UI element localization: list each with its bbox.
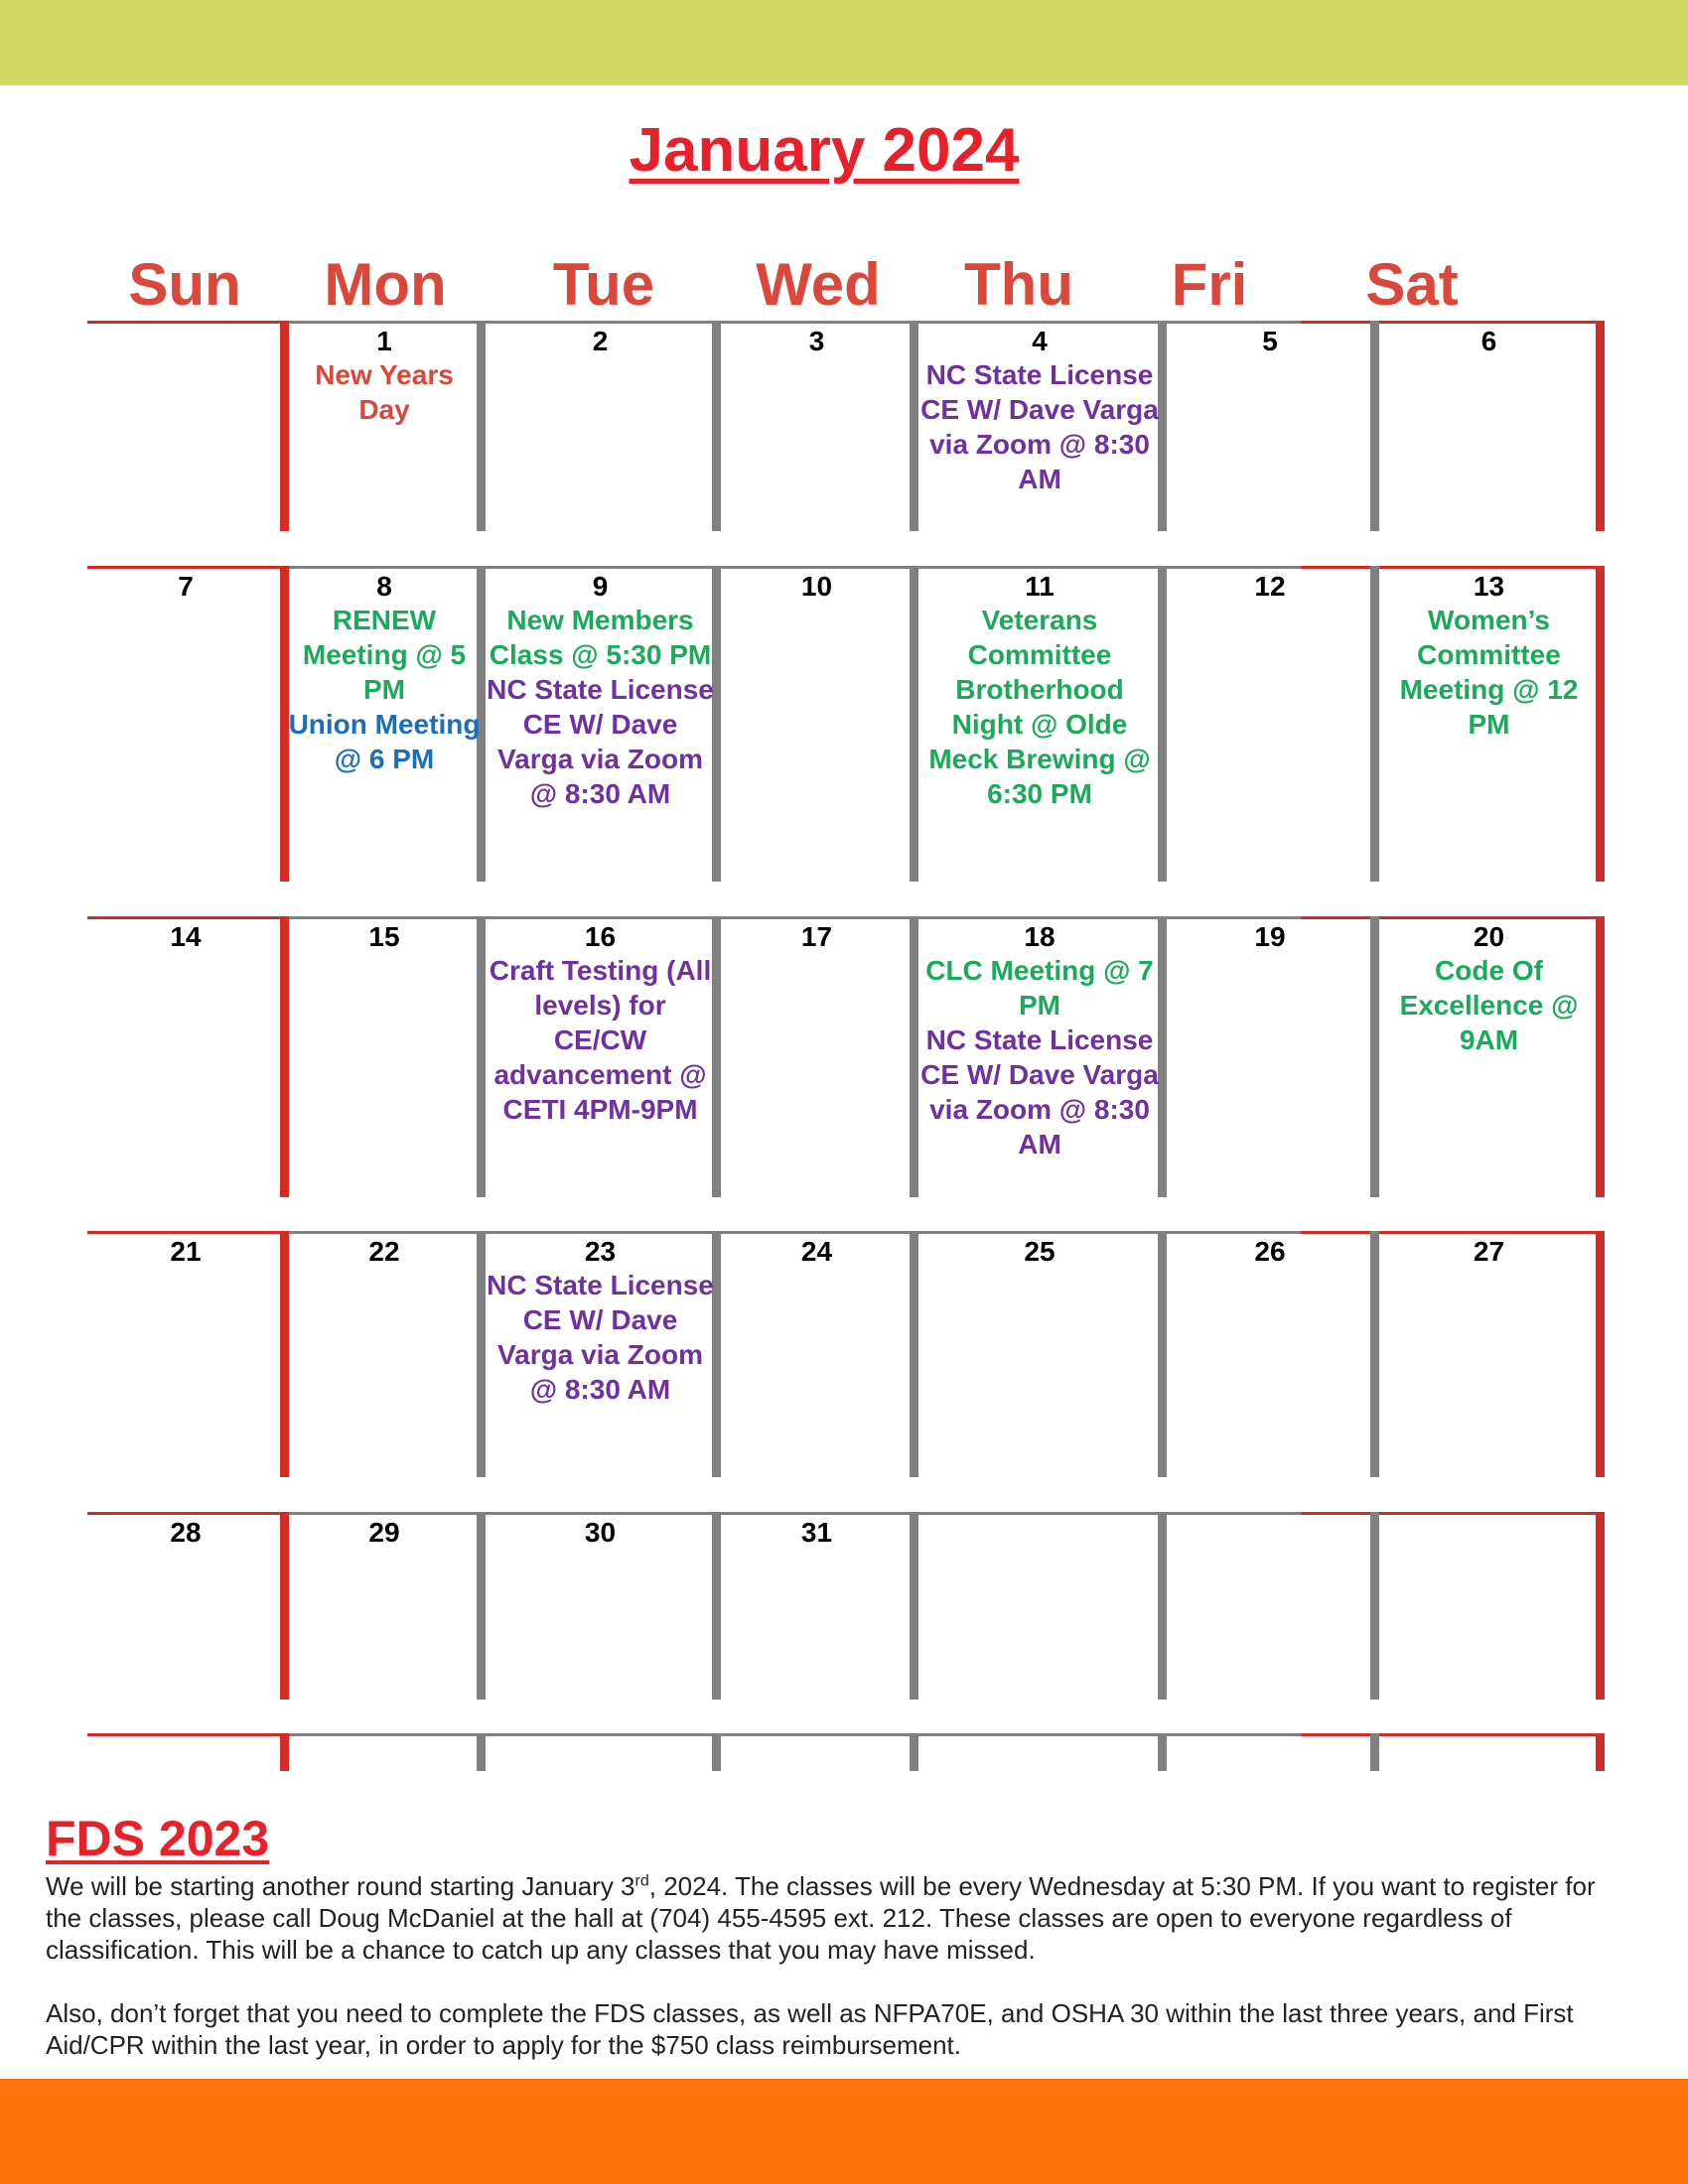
weekday-tue: Tue [552,251,655,318]
week-5-divider [1370,1512,1379,1700]
day-number: 9 [592,571,609,602]
day-cell [1166,1236,1374,1268]
day-number: 19 [1254,921,1286,952]
day-number: 8 [376,571,392,602]
event-text: New Years Day [315,359,454,425]
week-4-divider [1158,1231,1167,1477]
day-number: 15 [368,921,400,952]
day-cell [917,571,1162,811]
week-3-divider [280,916,289,1197]
day-number: 22 [368,1236,400,1267]
day-cell [1378,571,1600,742]
week-1-top-rule-accent-right [1301,321,1602,324]
event-text: Code Of Excellence @ 9AM [1399,955,1579,1055]
event-text: RENEW Meeting @ 5 PM [302,605,467,705]
day-number: 7 [178,571,194,602]
day-number: 26 [1254,1236,1286,1267]
week-5-divider [1158,1512,1167,1700]
calendar-bottom-divider [1370,1733,1379,1771]
weekday-mon: Mon [324,251,447,318]
week-3-top-rule-accent-left [87,916,286,919]
fds-paragraph-2: Also, don’t forget that you need to complete the FDS classes, as well as NFPA70E, and OSHA 30 within the last three years, and First Aid/CPR within the last year, in order to apply for the $750 class reimbursement. [46,1998,1574,2060]
day-cell [87,571,284,603]
day-cell [288,921,481,953]
day-number: 21 [170,1236,202,1267]
event-text: Veterans Committee Brotherhood Night @ Olde Meck Brewing @ 6:30 PM [928,605,1151,809]
day-number: 2 [592,326,609,356]
day-number: 30 [584,1517,617,1548]
calendar-bottom-divider [712,1733,721,1771]
week-4-top-rule-accent-left [87,1231,286,1234]
day-number: 14 [170,921,202,952]
day-number: 23 [584,1236,617,1267]
week-3-top-rule-accent-right [1301,916,1602,919]
event-text: Craft Testing (All levels) for CE/CW advancement @ CETI 4PM-9PM [489,955,712,1125]
day-number: 27 [1473,1236,1505,1267]
calendar-bottom-divider [910,1733,918,1771]
weekday-fri: Fri [1171,251,1248,318]
day-number: 24 [800,1236,833,1267]
day-number: 10 [800,571,833,602]
week-4-top-rule-accent-right [1301,1231,1602,1234]
day-cell [485,921,716,1127]
day-cell [917,921,1162,1161]
day-number: 13 [1473,571,1505,602]
event-text: Women’s Committee Meeting @ 12 PM [1399,605,1579,740]
week-4-divider [280,1231,289,1477]
week-4-divider [1596,1231,1605,1477]
day-cell [1378,1236,1600,1268]
event-text: NC State License CE W/ Dave Varga via Zoom @ 8:30 AM [487,674,714,809]
week-5-top-rule-accent-left [87,1512,286,1515]
day-cell [1166,326,1374,357]
weekday-sat: Sat [1365,251,1459,318]
day-cell [1166,571,1374,603]
day-number: 28 [170,1517,202,1548]
day-number: 20 [1473,921,1505,952]
event-text: NC State License CE W/ Dave Varga via Zoom @ 8:30 AM [487,1270,714,1405]
fds-paragraph-1: We will be starting another round starting January 3rd, 2024. The classes will be every Wednesday at 5:30 PM. If you want to register for the classes, please call Doug McDaniel at the hall at (704) 455-4595 ext. 212. These classes are open to everyone regardless of classification. This will be a chance to catch up any classes that you may have missed. [46,1871,1596,1965]
day-cell [917,326,1162,496]
event-text: NC State License CE W/ Dave Varga via Zoom @ 8:30 AM [920,359,1159,494]
event-text: NC State License CE W/ Dave Varga via Zoom @ 8:30 AM [920,1024,1159,1160]
day-cell [917,1236,1162,1268]
calendar-bottom-divider [1596,1733,1605,1771]
week-5-top-rule-accent-right [1301,1512,1602,1515]
week-4-divider [1370,1231,1379,1477]
day-number: 4 [1032,326,1048,356]
day-cell [485,1517,716,1549]
day-cell [720,571,914,603]
day-number: 12 [1254,571,1286,602]
fds-heading: FDS 2023 [46,1811,270,1866]
day-number: 16 [584,921,617,952]
day-cell [485,571,716,811]
calendar-bottom-divider [280,1733,289,1771]
day-number: 29 [368,1517,400,1548]
calendar-bottom-rule-accent-left [87,1733,286,1736]
day-cell [720,1236,914,1268]
day-number: 25 [1024,1236,1055,1267]
day-cell [720,921,914,953]
day-number: 11 [1025,571,1055,602]
day-cell [720,1517,914,1549]
weekday-sun: Sun [128,251,241,318]
day-cell [1166,921,1374,953]
top-color-band [0,0,1688,85]
event-text: CLC Meeting @ 7 PM [925,955,1154,1021]
weekday-wed: Wed [756,251,881,318]
calendar-bottom-rule-accent-right [1301,1733,1602,1736]
day-number: 31 [800,1517,833,1548]
day-number: 5 [1262,326,1278,356]
day-number: 3 [808,326,825,356]
day-number: 6 [1480,326,1497,356]
event-text: Union Meeting @ 6 PM [288,709,481,774]
day-cell [720,326,914,357]
day-cell [288,1236,481,1268]
day-cell [288,326,481,427]
weekday-thu: Thu [964,251,1073,318]
day-cell [87,921,284,953]
week-2-top-rule-accent-left [87,566,286,569]
day-cell [87,1236,284,1268]
week-5-divider [1596,1512,1605,1700]
day-cell [485,326,716,357]
calendar-bottom-divider [1158,1733,1167,1771]
day-number: 18 [1024,921,1055,952]
day-cell [288,571,481,776]
week-4-divider [910,1231,918,1477]
event-text: New Members Class @ 5:30 PM [489,605,712,670]
week-2-top-rule-accent-right [1301,566,1602,569]
day-cell [87,1517,284,1549]
day-cell [485,1236,716,1407]
day-cell [288,1517,481,1549]
bottom-color-band [0,2079,1688,2184]
page-title: January 2024 [629,116,1020,185]
day-cell [1378,921,1600,1057]
calendar-bottom-divider [477,1733,486,1771]
week-1-top-rule-accent-left [87,321,286,324]
day-number: 1 [376,326,392,356]
day-cell [1378,326,1600,357]
day-number: 17 [800,921,833,952]
